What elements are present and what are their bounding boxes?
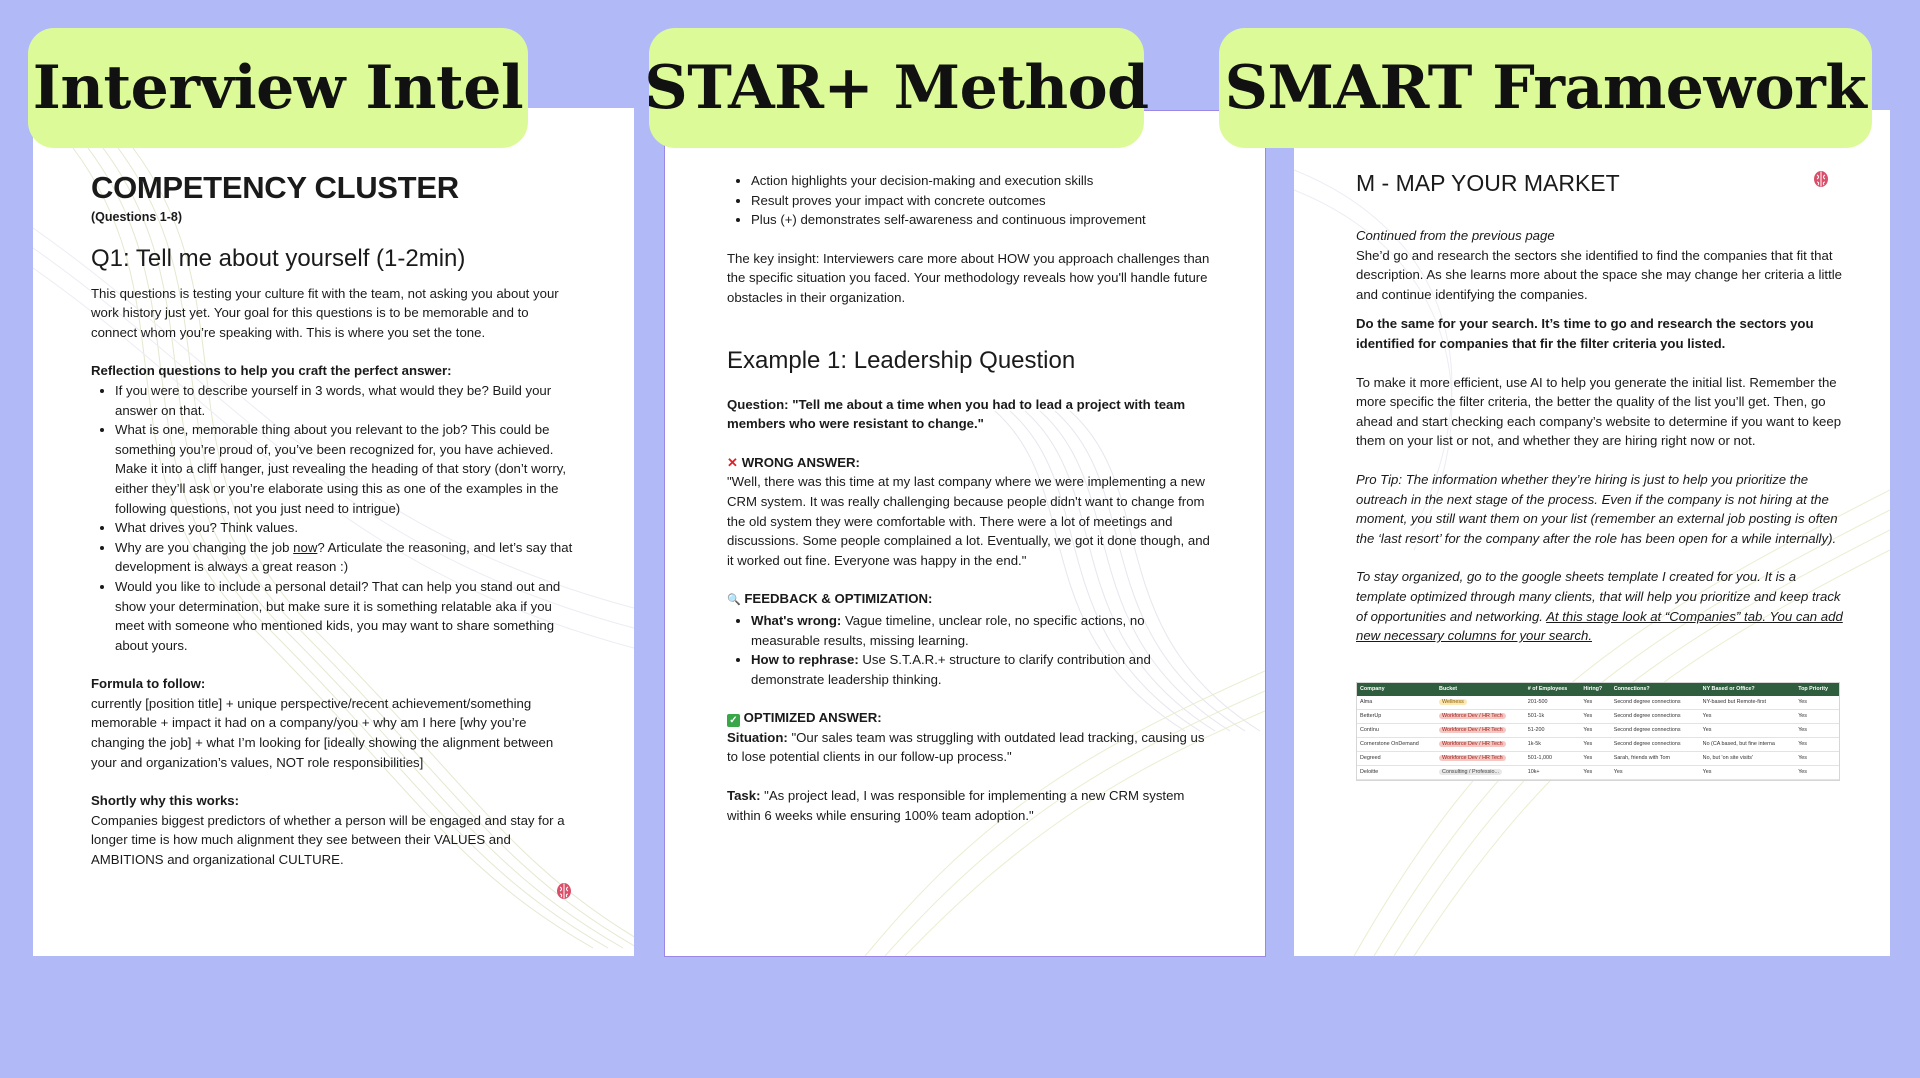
column-header: Connections? [1611, 683, 1700, 696]
situation-text: "Our sales team was struggling with outdated lead tracking, causing us to lose potential clients in our follow-up process." [727, 729, 1205, 765]
paragraph: She’d go and research the sectors she identified to find the companies that fit that description. As she learns more about the space she may change her criteria a little and continue identifying the companies. [1356, 247, 1842, 302]
optimized-heading: OPTIMIZED ANSWER: [743, 710, 882, 726]
list-item: • What drives you? Think values. [115, 518, 576, 538]
bucket-chip: Consulting / Professio... [1439, 769, 1502, 775]
pro-tip: Pro Tip: The information whether they’re hiring is just to help you prioritize the outreach in the next stage of the process. Even if the company is not hiring at the moment, you still want them on your list (remember an external job posting is often the ‘last resort’ for the company after the role has been open for a while internally). [1356, 471, 1838, 546]
template-link[interactable]: At this stage look at “Companies” tab. You can add new necessary columns for your search. [1356, 608, 1843, 644]
check-icon: ✓ [727, 714, 740, 727]
question-text: Question: "Tell me about a time when you had to lead a project with team members who were resistant to change." [727, 396, 1186, 432]
table-cell: Second degree connections [1611, 737, 1700, 751]
brain-icon [555, 882, 573, 900]
bucket-chip: Workforce Dev / HR Tech [1439, 755, 1506, 761]
table-row [1357, 723, 1839, 737]
intro-paragraph: This questions is testing your culture fit with the team, not asking you about your work history just yet. Your goal for this questions is to be memorable and to connect whom you’re speaking with. This is where you set the tone. [91, 285, 559, 340]
table-cell [1436, 751, 1525, 765]
wrong-heading-row [727, 453, 1217, 473]
table-cell: 201-500 [1525, 696, 1581, 710]
feedback-list [727, 611, 1217, 689]
table-cell: Yes [1580, 723, 1610, 737]
page-title: M - MAP YOUR MARKET [1356, 170, 1620, 196]
table-cell [1436, 709, 1525, 723]
underlined-word: now [293, 539, 318, 555]
continued-note: Continued from the previous page [1356, 228, 1555, 243]
table-cell: No (CA based, but fine interna [1700, 737, 1796, 751]
paragraph: To make it more efficient, use AI to help you generate the initial list. Remember the more specific the filter criteria, the better the quality of the list you’ll get. Then, go ahead and start checking each company’s website to determine if you want to keep them on your list or not, and whether they are hiring right now or not. [1356, 374, 1842, 449]
table-row [1357, 751, 1839, 765]
table-cell: Yes [1700, 765, 1796, 779]
table-cell [1436, 765, 1525, 779]
table-cell: Contínu [1357, 723, 1436, 737]
companies-table [1357, 683, 1839, 780]
feedback-heading: FEEDBACK & OPTIMIZATION: [744, 591, 933, 607]
feedback-text: Vague timeline, unclear role, no specific actions, no measurable results, missing learning. [751, 612, 1145, 648]
insight-paragraph: The key insight: Interviewers care more about HOW you approach challenges than the specific situation you faced. Your methodology reveals how you'll handle future obstacles in their organization. [727, 250, 1210, 305]
table-cell: Second degree connections [1611, 709, 1700, 723]
column-header: # of Employees [1525, 683, 1581, 696]
list-item: • What is one, memorable thing about you relevant to the job? This could be something you’re proud of, you’ve been recognized for, you have achieved. Make it into a cliff hanger, just revealing the heading of that story (don’t worry, either they’ll ask or you’re elaborate using this as one of the examples in the following questions, not you just need to intrigue) [115, 420, 576, 518]
page3-content [1356, 168, 1846, 781]
table-cell: Cornerstone OnDemand [1357, 737, 1436, 751]
table-cell: Yes [1795, 751, 1839, 765]
table-cell [1436, 737, 1525, 751]
page-smart-framework [1294, 110, 1890, 956]
why-heading: Shortly why this works: [91, 793, 240, 809]
magnifier-icon: 🔍 [727, 594, 741, 607]
task-label: Task: [727, 788, 761, 804]
tab-smart-framework: SMART Framework [1219, 28, 1872, 148]
table-cell: 10k+ [1525, 765, 1581, 779]
formula-paragraph: currently [position title] + unique perspective/recent achievement/something memorable + impact it had on a company/you + why am I here [why you’re changing the job] + what I’m looking for [ideally showing the alignment between your and organization’s values, NOT role responsibilities] [91, 695, 554, 770]
page2-content [727, 171, 1217, 825]
bucket-chip: Workforce Dev / HR Tech [1439, 713, 1506, 719]
tab-star-method: STAR+ Method [649, 28, 1144, 148]
table-cell: Yes [1580, 709, 1610, 723]
situation-label: Situation: [727, 729, 788, 745]
list-item [751, 611, 1217, 650]
table-cell: Deloitte [1357, 765, 1436, 779]
table-cell: Alma [1357, 696, 1436, 710]
table-cell: Yes [1795, 723, 1839, 737]
question-heading: Q1: Tell me about yourself (1-2min) [91, 244, 466, 272]
list-item: • Action highlights your decision-making and execution skills [751, 171, 1217, 191]
column-header: NY Based or Office? [1700, 683, 1796, 696]
page-interview-intel [33, 108, 634, 956]
page-subtitle: (Questions 1-8) [91, 210, 182, 224]
table-cell: Yes [1580, 737, 1610, 751]
table-row [1357, 696, 1839, 710]
task-paragraph [727, 786, 1217, 825]
table-cell: Yes [1795, 696, 1839, 710]
table-cell: Yes [1700, 723, 1796, 737]
table-cell: Yes [1795, 709, 1839, 723]
table-cell: 51-200 [1525, 723, 1581, 737]
column-header: Company [1357, 683, 1436, 696]
feedback-heading-row [727, 589, 1217, 611]
table-cell: Second degree connections [1611, 696, 1700, 710]
table-row [1357, 765, 1839, 779]
table-cell [1436, 696, 1525, 710]
table-header-row [1357, 683, 1839, 696]
table-cell: Yes [1611, 765, 1700, 779]
table-row [1357, 709, 1839, 723]
bucket-chip: Workforce Dev / HR Tech [1439, 727, 1506, 733]
list-item-text: ? Articulate the reasoning, and let’s say that development is always a great reason :) [115, 539, 573, 575]
paragraph: Do the same for your search. It’s time to go and research the sectors you identified for companies that fir the filter criteria you listed. [1356, 316, 1814, 351]
tab-interview-intel: Interview Intel [28, 28, 528, 148]
reflection-list [91, 381, 576, 655]
column-header: Bucket [1436, 683, 1525, 696]
why-paragraph: Companies biggest predictors of whether a person will be engaged and stay for a longer time is how much alignment they see between their VALUES and AMBITIONS and organizational CULTURE. [91, 812, 565, 868]
table-cell: 1k-5k [1525, 737, 1581, 751]
list-item: • Result proves your impact with concrete outcomes [751, 191, 1217, 211]
column-header: Hiring? [1580, 683, 1610, 696]
reflection-heading: Reflection questions to help you craft the perfect answer: [91, 363, 452, 379]
column-header: Top Priority [1795, 683, 1839, 696]
table-cell: Yes [1700, 709, 1796, 723]
wrong-heading: WRONG ANSWER: [741, 454, 860, 470]
page1-content [91, 170, 576, 870]
feedback-label: What's wrong: [751, 612, 842, 628]
table-cell: 501-1k [1525, 709, 1581, 723]
list-item [115, 538, 576, 577]
table-cell: NY-based but Remote-first [1700, 696, 1796, 710]
cross-icon: ✕ [727, 454, 739, 470]
bucket-chip: Workforce Dev / HR Tech [1439, 741, 1506, 747]
table-cell: Yes [1795, 737, 1839, 751]
paragraph-text: To stay organized, go to the google sheets template I created for you. It is a template optimized through many clients, that will help you prioritize and keep track of opportunities and networking. [1356, 569, 1841, 624]
list-item: • If you were to describe yourself in 3 words, what would they be? Build your answer on that. [115, 381, 576, 420]
list-item [751, 650, 1217, 689]
list-item-text: Why are you changing the job [115, 539, 294, 555]
formula-heading: Formula to follow: [91, 676, 206, 692]
list-item: • Plus (+) demonstrates self-awareness and continuous improvement [751, 210, 1217, 230]
table-cell: BetterUp [1357, 709, 1436, 723]
table-cell: Yes [1580, 765, 1610, 779]
table-cell: Degreed [1357, 751, 1436, 765]
table-cell: Yes [1580, 751, 1610, 765]
paragraph [1356, 567, 1846, 645]
brain-icon [1812, 170, 1830, 188]
table-cell: 501-1,000 [1525, 751, 1581, 765]
star-list [727, 171, 1217, 230]
table-row [1357, 737, 1839, 751]
page-title: COMPETENCY CLUSTER [91, 170, 459, 205]
table-cell [1436, 723, 1525, 737]
table-cell: Yes [1795, 765, 1839, 779]
task-text: "As project lead, I was responsible for implementing a new CRM system within 6 weeks while ensuring 100% team adoption." [727, 788, 1185, 823]
sheet-screenshot [1356, 682, 1840, 781]
feedback-text: Use S.T.A.R.+ structure to clarify contribution and demonstrate leadership thinking. [751, 652, 1151, 687]
table-cell: Sarah, friends with Tom [1611, 751, 1700, 765]
situation-paragraph [727, 728, 1217, 767]
table-cell: Second degree connections [1611, 723, 1700, 737]
table-cell: Yes [1580, 696, 1610, 710]
bucket-chip: Wellness [1439, 699, 1467, 705]
optimized-heading-row [727, 708, 1217, 728]
feedback-label: How to rephrase: [751, 652, 859, 668]
wrong-answer: "Well, there was this time at my last company where we were implementing a new CRM system. It was really challenging because people didn't want to change from the old system they were comfortable with. There were a lot of meetings and discussions. Some people complained a lot. Eventually, we got it done though, and it worked out fine. Everyone was happy in the end." [727, 474, 1210, 568]
table-cell: No, but 'on site visits' [1700, 751, 1796, 765]
page-star-method [664, 110, 1266, 957]
list-item: • Would you like to include a personal detail? That can help you stand out and show your determination, but make sure it is something relatable aka if you meet with someone who mentioned kids, you may want to share something about yours. [115, 577, 576, 655]
example-heading: Example 1: Leadership Question [727, 346, 1076, 374]
